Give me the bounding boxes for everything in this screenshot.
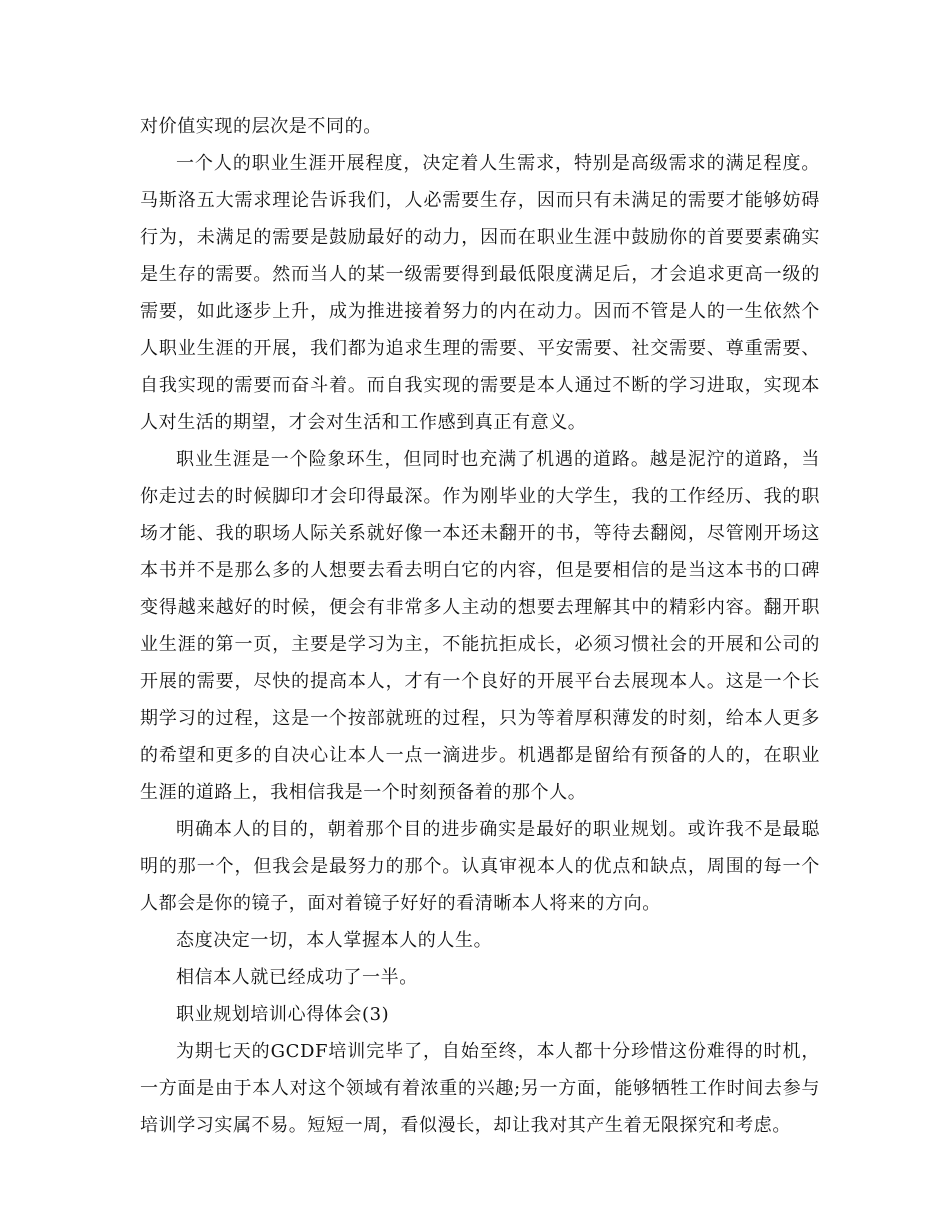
paragraph-clear-goals: 明确本人的目的，朝着那个目的进步确实是最好的职业规划。或许我不是最聪明的那一个，但我会是最努力的那个。认真审视本人的优点和缺点，周围的每一个人都会是你的镜子，面对着镜子好好的看清晰本人将来的方向。: [140, 819, 820, 914]
paragraph-career-path: 职业生涯是一个险象环生，但同时也充满了机遇的道路。越是泥泞的道路，当你走过去的时候脚印才会印得最深。作为刚毕业的大学生，我的工作经历、我的职场才能、我的职场人际关系就好像一本还未翻开的书，等待去翻阅，尽管刚开场这本书并不是那么多的人想要去看去明白它的内容，但是要相信的是当这本书的口碑变得越来越好的时候，便会有非常多人主动的想要去理解其中的精彩内容。翻开职业生涯的第一页，主要是学习为主，不能抗拒成长，必须习惯社会的开展和公司的开展的需要，尽快的提高本人，才有一个良好的开展平台去展现本人。这是一个长期学习的过程，这是一个按部就班的过程，只为等着厚积薄发的时刻，给本人更多的希望和更多的自决心让本人一点一滴进步。机遇都是留给有预备的人的，在职业生涯的道路上，我相信我是一个时刻预备着的那个人。: [140, 449, 820, 803]
paragraph-believe: 相信本人就已经成功了一半。: [176, 967, 418, 988]
section-heading: 职业规划培训心得体会(3): [176, 1004, 390, 1025]
paragraph-continuation: 对价值实现的层次是不同的。: [140, 116, 382, 137]
paragraph-career-needs: 一个人的职业生涯开展程度，决定着人生需求，特别是高级需求的满足程度。马斯洛五大需求理论告诉我们，人必需要生存，因而只有未满足的需要才能够妨碍行为，未满足的需要是鼓励最好的动力，因而在职业生涯中鼓励你的首要要素确实是生存的需要。然而当人的某一级需要得到最低限度满足后，才会追求更高一级的需要，如此逐步上升，成为推进接着努力的内在动力。因而不管是人的一生依然个人职业生涯的开展，我们都为追求生理的需要、平安需要、社交需要、尊重需要、自我实现的需要而奋斗着。而自我实现的需要是本人通过不断的学习进取，实现本人对生活的期望，才会对生活和工作感到真正有意义。: [140, 153, 820, 433]
paragraph-gcdf-training: 为期七天的GCDF培训完毕了，自始至终，本人都十分珍惜这份难得的时机，一方面是由于本人对这个领域有着浓重的兴趣;另一方面，能够牺牲工作时间去参与培训学习实属不易。短短一周，看似漫长，却让我对其产生着无限探究和考虑。: [140, 1041, 820, 1136]
paragraph-attitude: 态度决定一切，本人掌握本人的人生。: [176, 930, 493, 951]
